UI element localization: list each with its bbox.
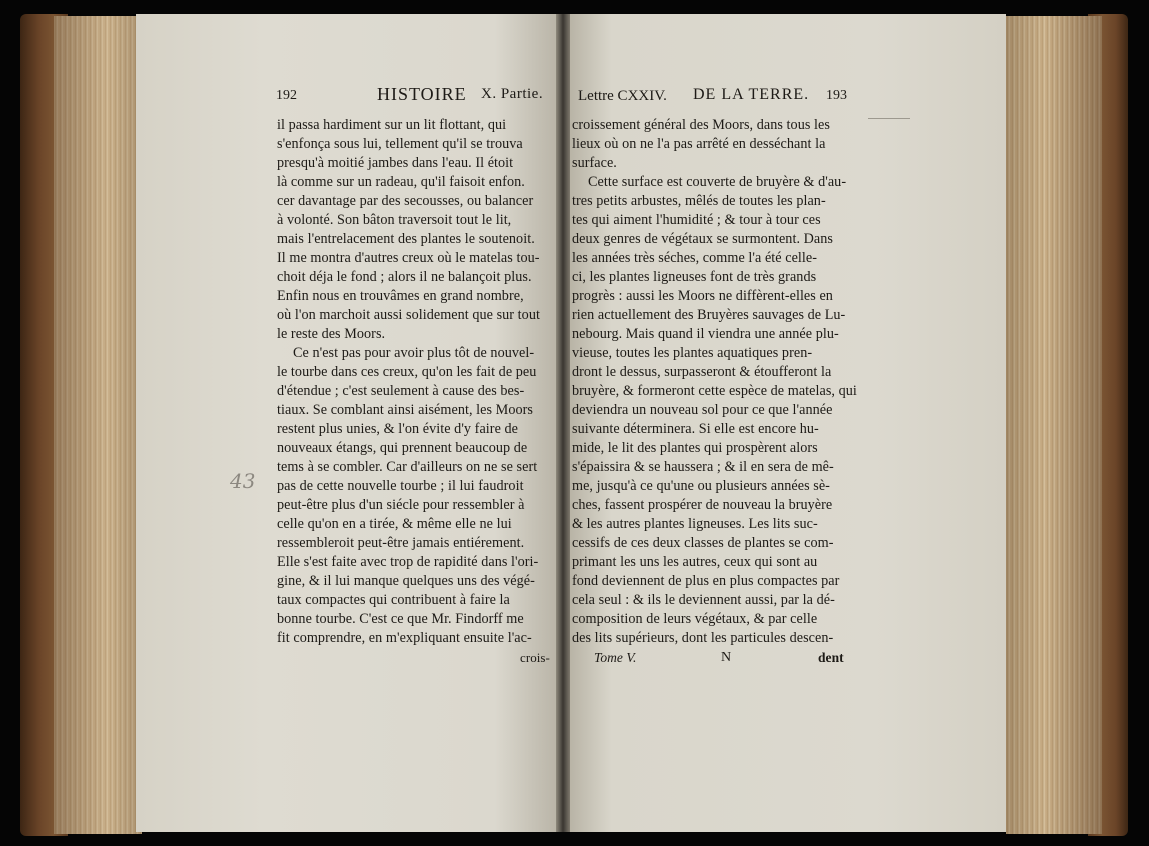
text-line: cer davantage par des secousses, ou balancer: [277, 193, 534, 209]
text-line: croissement général des Moors, dans tous les: [572, 117, 830, 133]
text-line: deviendra un nouveau sol pour ce que l'année: [572, 402, 833, 418]
text-line: ressembleroit peut-être jamais entiérement.: [277, 535, 525, 551]
text-line: primant les uns les autres, ceux qui sont au: [572, 554, 818, 570]
text-line: mide, le lit des plantes qui prospèrent alors: [572, 440, 818, 456]
text-line: dront le dessus, surpasseront & étoufferont la: [572, 364, 832, 380]
page-number: 193: [826, 88, 847, 103]
running-title: DE LA TERRE.: [693, 86, 810, 103]
text-line: tes qui aiment l'humidité ; & tour à tour ces: [572, 212, 821, 228]
book-gutter: [556, 14, 570, 832]
text-line: & les autres plantes ligneuses. Les lits suc-: [572, 516, 818, 532]
running-title: HISTOIRE: [377, 84, 467, 104]
text-line: me, jusqu'à ce qu'une ou plusieurs années sè-: [572, 478, 830, 494]
text-line: vieuse, toutes les plantes aquatiques pren-: [572, 345, 813, 361]
text-line: là comme sur un radeau, qu'il faisoit enfon.: [277, 174, 525, 190]
text-line: choit déja le fond ; alors il ne balançoit plus.: [277, 269, 532, 285]
text-line: surface.: [572, 155, 617, 171]
text-line: celle qu'on en a tirée, & même elle ne lui: [277, 516, 512, 532]
text-line: tems à se combler. Car d'ailleurs on ne se sert: [277, 459, 538, 475]
catchword: crois-: [520, 650, 550, 665]
text-line: bonne tourbe. C'est ce que Mr. Findorff me: [277, 611, 524, 627]
text-line: nouveaux étangs, qui prennent beaucoup de: [277, 440, 528, 456]
text-line: nebourg. Mais quand il viendra une année plu-: [572, 326, 839, 342]
text-line: d'étendue ; c'est seulement à cause des bes-: [277, 383, 525, 399]
letter-label: Lettre CXXIV.: [578, 88, 667, 104]
pencil-mark: [868, 118, 910, 119]
text-line: suivante déterminera. Si elle est encore hu-: [572, 421, 819, 437]
text-line: s'enfonça sous lui, tellement qu'il se trouva: [277, 136, 523, 152]
text-line: où l'on marchoit aussi solidement que sur tout: [277, 307, 540, 323]
text-line: bruyère, & formeront cette espèce de matelas, qui: [572, 383, 857, 399]
text-line: pas de cette nouvelle tourbe ; il lui faudroit: [277, 478, 524, 494]
text-line: mais l'entrelacement des plantes le soutenoit.: [277, 231, 535, 247]
part-label: X. Partie.: [481, 86, 544, 102]
text-line: s'épaissira & se haussera ; & il en sera de mê-: [572, 459, 834, 475]
margin-annotation: 43: [230, 469, 256, 493]
text-line: à volonté. Son bâton traversoit tout le lit,: [277, 212, 512, 228]
text-line: Il me montra d'autres creux où le matelas tou-: [277, 250, 540, 266]
text-line: Enfin nous en trouvâmes en grand nombre,: [277, 288, 524, 304]
text-line: il passa hardiment sur un lit flottant, qui: [277, 117, 507, 133]
text-line: Elle s'est faite avec trop de rapidité dans l'ori-: [277, 554, 539, 570]
text-line: taux compactes qui contribuent à faire la: [277, 592, 510, 608]
text-line: les années très séches, comme l'a été celle-: [572, 250, 818, 266]
right-page-edges: [1006, 16, 1102, 834]
left-page-edges: [54, 16, 142, 834]
text-line: lieux où on ne l'a pas arrêté en desséchant la: [572, 136, 826, 152]
text-line: fond deviennent de plus en plus compactes par: [572, 573, 840, 589]
text-line: peut-être plus d'un siécle pour ressembler à: [277, 497, 525, 513]
text-line: progrès : aussi les Moors ne diffèrent-elles en: [572, 288, 833, 304]
signature-mark: N: [721, 650, 732, 665]
text-line: rien actuellement des Bruyères sauvages de Lu-: [572, 307, 846, 323]
text-line: gine, & il lui manque quelques uns des végé-: [277, 573, 535, 589]
text-line: restent plus unies, & l'on évite d'y faire de: [277, 421, 518, 437]
text-line: composition de leurs végétaux, & par celle: [572, 611, 818, 627]
text-line: ci, les plantes ligneuses font de très grands: [572, 269, 817, 285]
text-line: fit comprendre, en m'expliquant ensuite l'ac-: [277, 630, 532, 646]
catchword: dent: [818, 650, 844, 665]
text-line: presqu'à moitié jambes dans l'eau. Il étoit: [277, 155, 514, 171]
text-line: des lits supérieurs, dont les particules descen-: [572, 630, 834, 646]
volume-label: Tome V.: [594, 650, 637, 665]
text-line: cela seul : & ils le deviennent aussi, par la dé-: [572, 592, 835, 608]
text-line: ches, fassent prospérer de nouveau la bruyère: [572, 497, 833, 513]
text-line: le tourbe dans ces creux, qu'on les fait de peu: [277, 364, 537, 380]
text-line: tiaux. Se comblant ainsi aisément, les Moors: [277, 402, 533, 418]
text-line: tres petits arbustes, mêlés de toutes les plan-: [572, 193, 826, 209]
text-line: deux genres de végétaux se surmontent. Dans: [572, 231, 833, 247]
text-line: Cette surface est couverte de bruyère & d'au-: [588, 174, 847, 190]
text-line: cessifs de ces deux classes de plantes se com-: [572, 535, 834, 551]
text-line: Ce n'est pas pour avoir plus tôt de nouvel-: [293, 345, 535, 361]
page-number: 192: [276, 88, 297, 103]
text-line: le reste des Moors.: [277, 326, 386, 342]
